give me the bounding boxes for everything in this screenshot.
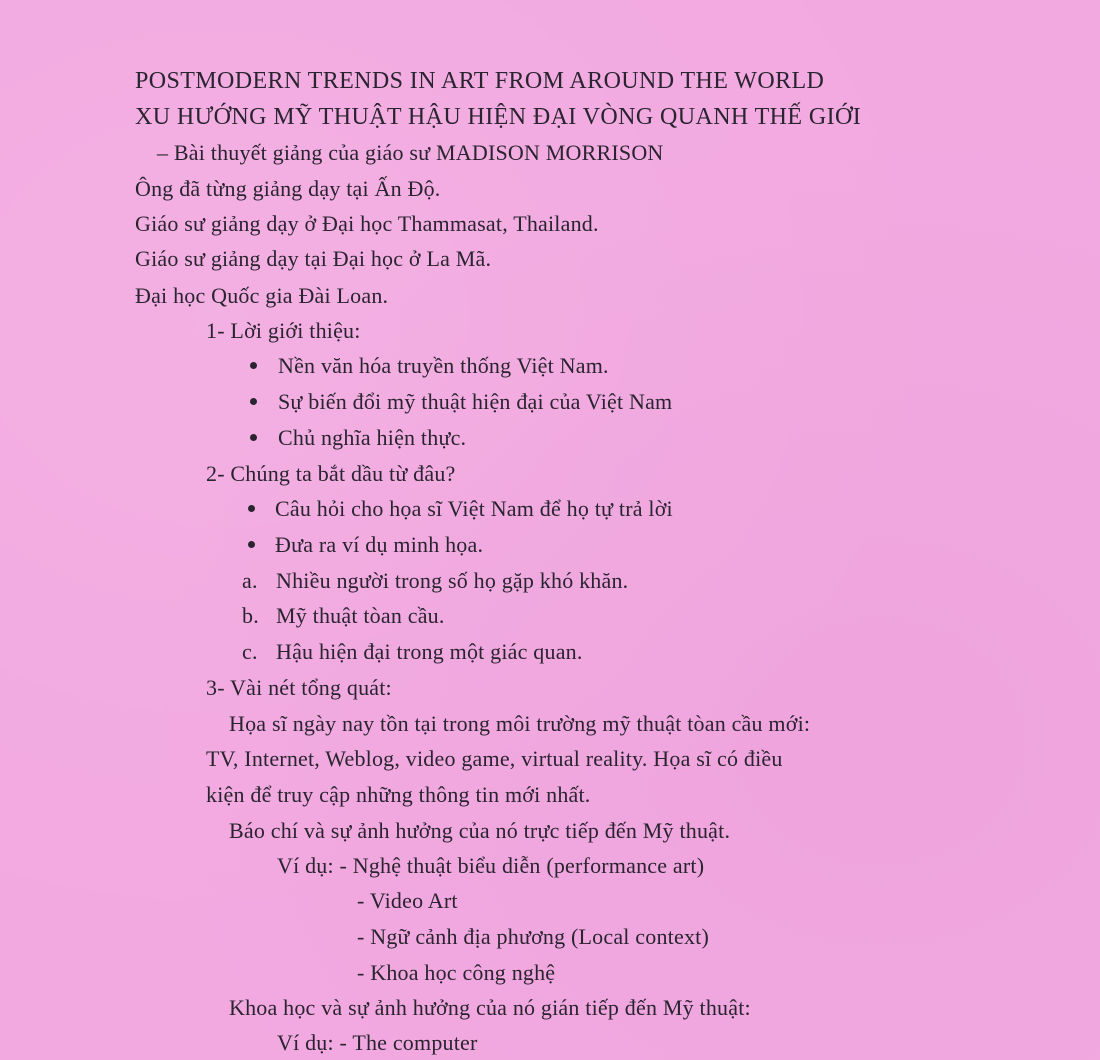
lecture-line: – Bài thuyết giảng của giáo sư MADISON MORRISON <box>157 140 664 165</box>
paragraph-line: Họa sĩ ngày nay tồn tại trong môi trường mỹ thuật tòan cầu mới: <box>229 711 811 736</box>
section-1-bullet: Sự biến đổi mỹ thuật hiện đại của Việt Nam <box>278 389 673 414</box>
lettered-marker: b. <box>242 603 259 628</box>
examples-label: Ví dụ: - Nghệ thuật biểu diễn (performance art) <box>277 853 705 878</box>
bullet-dot <box>250 362 257 369</box>
paragraph-line: Báo chí và sự ảnh hưởng của nó trực tiếp đến Mỹ thuật. <box>229 818 731 843</box>
lettered-item: Nhiều người trong số họ gặp khó khăn. <box>276 568 629 593</box>
bio-line: Ông đã từng giảng dạy tại Ấn Độ. <box>135 176 441 201</box>
paragraph-line: Khoa học và sự ảnh hưởng của nó gián tiếp đến Mỹ thuật: <box>229 995 751 1020</box>
section-1-heading: 1- Lời giới thiệu: <box>206 318 361 343</box>
lettered-marker: c. <box>242 639 258 664</box>
section-2-heading: 2- Chúng ta bắt dầu từ đâu? <box>206 461 456 486</box>
examples-label: Ví dụ: - The computer <box>277 1030 478 1055</box>
title-english: POSTMODERN TRENDS IN ART FROM AROUND THE WORLD <box>135 68 825 94</box>
paragraph-line: kiện để truy cập những thông tin mới nhất. <box>206 782 591 807</box>
lettered-marker: a. <box>242 568 258 593</box>
title-vietnamese: XU HƯỚNG MỸ THUẬT HẬU HIỆN ĐẠI VÒNG QUANH THẾ GIỚI <box>135 104 862 130</box>
bio-line: Giáo sư giảng dạy ở Đại học Thammasat, Thailand. <box>135 211 599 236</box>
section-3-heading: 3- Vài nét tổng quát: <box>206 675 392 700</box>
example-item: - Khoa học công nghệ <box>357 960 556 985</box>
example-item: - Ngữ cảnh địa phương (Local context) <box>357 924 709 949</box>
bullet-dot <box>248 505 255 512</box>
section-1-bullet: Nền văn hóa truyền thống Việt Nam. <box>278 353 609 378</box>
section-1-bullet: Chủ nghĩa hiện thực. <box>278 425 467 450</box>
bio-line: Giáo sư giảng dạy tại Đại học ở La Mã. <box>135 246 492 271</box>
bullet-dot <box>250 434 257 441</box>
bullet-dot <box>250 398 257 405</box>
lettered-item: Hậu hiện đại trong một giác quan. <box>276 639 583 664</box>
section-2-bullet: Đưa ra ví dụ minh họa. <box>275 532 484 557</box>
bullet-dot <box>248 541 255 548</box>
section-2-bullet: Câu hỏi cho họa sĩ Việt Nam để họ tự trả lời <box>275 496 673 521</box>
paragraph-line: TV, Internet, Weblog, video game, virtual reality. Họa sĩ có điều <box>206 746 783 771</box>
lettered-item: Mỹ thuật tòan cầu. <box>276 603 445 628</box>
bio-line: Đại học Quốc gia Đài Loan. <box>135 283 389 308</box>
example-item: - Video Art <box>357 888 458 913</box>
